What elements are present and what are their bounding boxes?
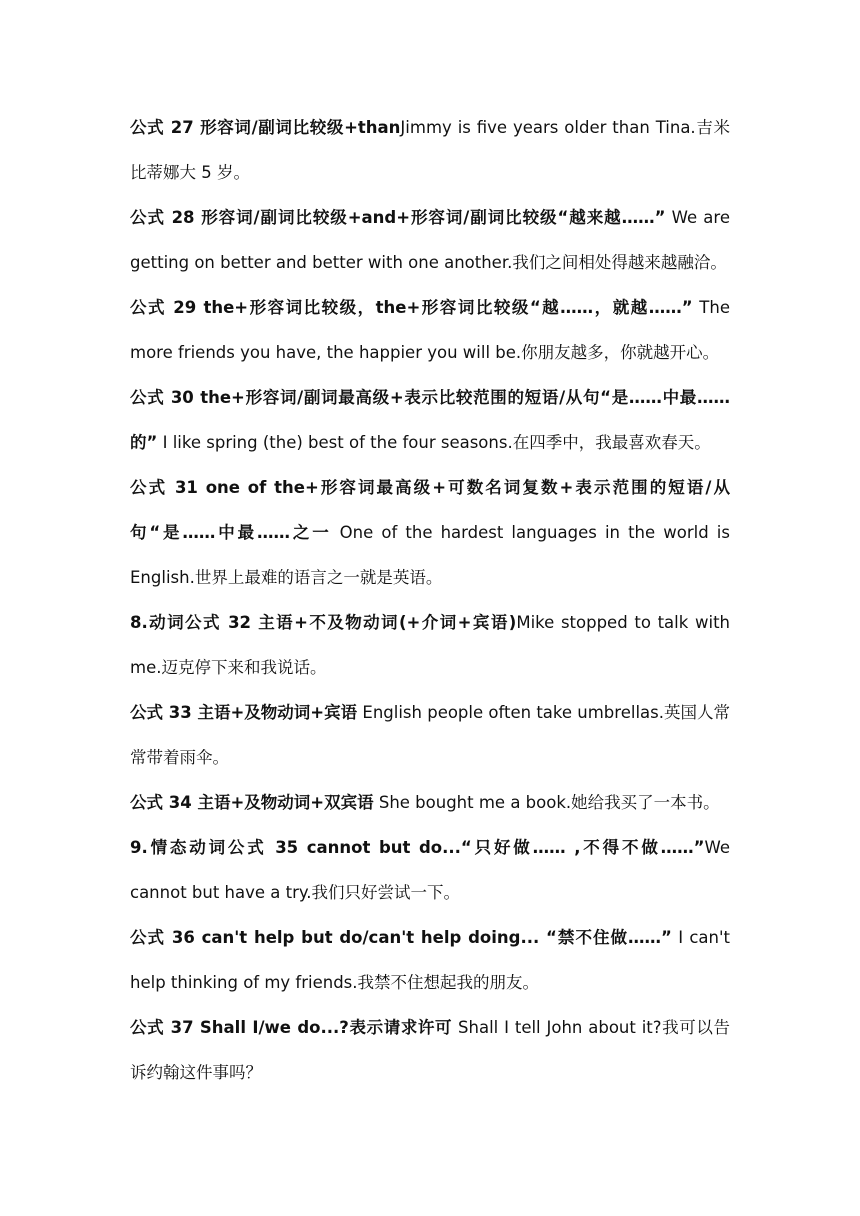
formula-31-paragraph [130, 465, 730, 600]
formula-27-paragraph [130, 105, 730, 195]
formula-example: The more friends you have, the happier you will be.你朋友越多，你就越开心。 [130, 298, 730, 362]
formula-example: We cannot but have a try.我们只好尝试一下。 [130, 838, 730, 902]
formula-30-paragraph [130, 375, 730, 465]
formula-heading: 公式 31 one of the+形容词最高级+可数名词复数+表示范围的短语/从句“是……中最……之一 [130, 478, 730, 542]
formula-35-paragraph [130, 825, 730, 915]
formula-heading: 公式 27 形容词/副词比较级+than [130, 118, 401, 137]
formula-example: Jimmy is five years older than Tina.吉米比蒂娜大 5 岁。 [130, 118, 730, 182]
formula-example: Mike stopped to talk with me.迈克停下来和我说话。 [130, 613, 730, 677]
formula-33-paragraph [130, 690, 730, 780]
formula-example: I can't help thinking of my friends.我禁不住想起我的朋友。 [130, 928, 730, 992]
formula-example: English people often take umbrellas.英国人常常带着雨伞。 [130, 703, 730, 767]
formula-heading: 公式 29 the+形容词比较级，the+形容词比较级“越……，就越……” [130, 298, 693, 317]
formula-37-paragraph [130, 1005, 730, 1095]
formula-28-paragraph [130, 195, 730, 285]
formula-example: Shall I tell John about it?我可以告诉约翰这件事吗？ [130, 1018, 730, 1082]
formula-heading: 公式 37 Shall I/we do...?表示请求许可 [130, 1018, 453, 1037]
formula-heading: 公式 33 主语+及物动词+宾语 [130, 703, 358, 722]
formula-example: We are getting on better and better with one another.我们之间相处得越来越融洽。 [130, 208, 730, 272]
document-body [130, 105, 730, 1095]
formula-heading: 公式 30 the+形容词/副词最高级+表示比较范围的短语/从句“是……中最……的” [130, 388, 730, 452]
formula-example: I like spring (the) best of the four seasons.在四季中，我最喜欢春天。 [157, 433, 711, 452]
formula-heading: 公式 36 can't help but do/can't help doing... “禁不住做……” [130, 928, 672, 947]
formula-example: She bought me a book.她给我买了一本书。 [373, 793, 720, 812]
formula-heading: 公式 28 形容词/副词比较级+and+形容词/副词比较级“越来越……” [130, 208, 666, 227]
formula-example: One of the hardest languages in the world is English.世界上最难的语言之一就是英语。 [130, 523, 730, 587]
formula-29-paragraph [130, 285, 730, 375]
formula-34-paragraph [130, 780, 730, 825]
formula-32-paragraph [130, 600, 730, 690]
formula-heading: 公式 34 主语+及物动词+双宾语 [130, 793, 374, 812]
formula-heading: 9.情态动词公式 35 cannot but do...“只好做…… ,不得不做……” [130, 838, 705, 857]
formula-36-paragraph [130, 915, 730, 1005]
formula-heading: 8.动词公式 32 主语+不及物动词(+介词+宾语) [130, 613, 517, 632]
